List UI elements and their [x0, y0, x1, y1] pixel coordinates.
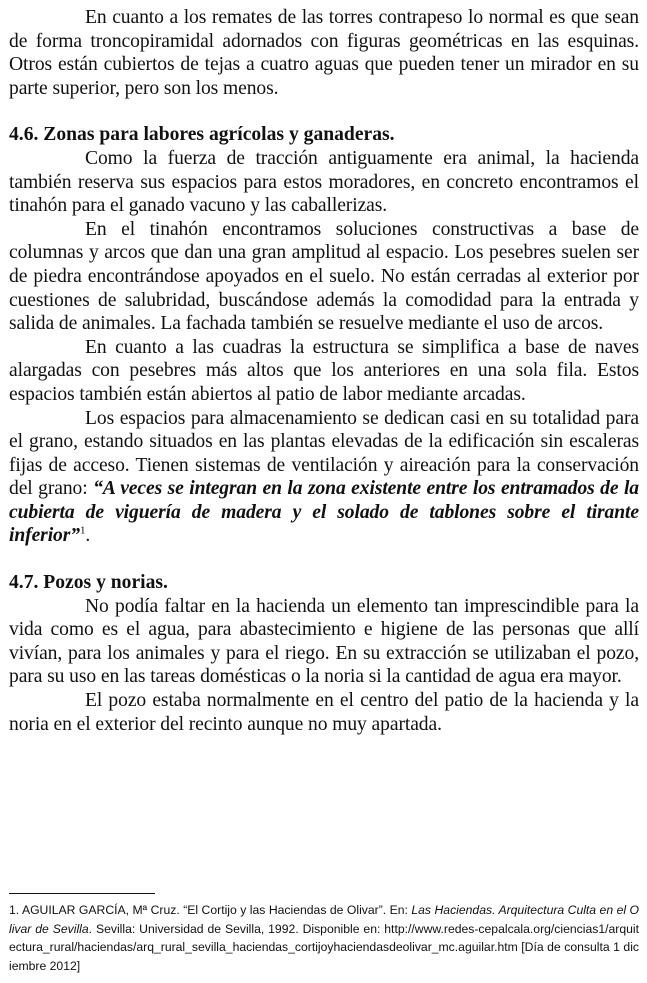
- footnote-lead: 1. AGUILAR GARCÍA, Mª Cruz. “El Cortijo y las Haciendas de Olivar”. En:: [9, 903, 412, 917]
- paragraph-stables: En cuanto a las cuadras la estructura se simplifica a base de naves alargadas con pesebres más altos que los anteriores en una sola fila. Estos espacios también están abiertos al patio de labor mediante arcadas.: [9, 336, 639, 405]
- footnote-divider: [9, 893, 155, 894]
- paragraph-traction: Como la fuerza de tracción antiguamente era animal, la hacienda también reserva sus espacios para estos moradores, en concreto encontramos el tinahón para el ganado vacuno y las caballerizas.: [9, 147, 639, 217]
- spacer: [9, 100, 639, 123]
- footnote: [9, 901, 639, 976]
- section-heading-4-7: 4.7. Pozos y norias.: [9, 572, 168, 594]
- footnote-ref[interactable]: 1: [79, 524, 86, 537]
- spacer: [9, 548, 639, 571]
- paragraph-water: No podía faltar en la hacienda un elemento tan imprescindible para la vida como es el agua, para abastecimiento e higiene de las personas que allí vivían, para los animales y para el riego. En su extracción se utilizaban el pozo, para su uso en las tareas domésticas o la noria si la cantidad de agua era mayor.: [9, 595, 639, 688]
- page-body: [9, 6, 639, 736]
- footnote-tail: . Sevilla: Universidad de Sevilla, 1992. Disponible en: http://www.redes-cepalcala.org/ciencias1/arquitectura_rural/haciendas/arq_rural_sevilla_haciendas_cortijoyhaciendasdeolivar_mc.aguilar.htm [Día de consulta 1 diciembre 2012]: [9, 921, 639, 974]
- storage-end: .: [85, 525, 91, 547]
- paragraph-storage: [9, 407, 639, 549]
- storage-text: Los espacios para almacenamiento se dedican casi en su totalidad para el grano, estando situados en las plantas elevadas de la edificación sin escaleras fijas de acceso. Tienen sistemas de ventilación y aireación para la conservación del grano:: [9, 407, 639, 500]
- paragraph-tinahon: En el tinahón encontramos soluciones constructivas a base de columnas y arcos que dan una gran amplitud al espacio. Los pesebres suelen ser de piedra encontrándose apoyados en el suelo. No están cerradas al exterior por cuestiones de salubridad, buscándose además la comodidad para la entrada y salida de animales. La fachada también se resuelve mediante el uso de arcos.: [9, 218, 639, 335]
- footnote-title: Las Haciendas. Arquitectura Culta en el Olivar de Sevilla: [9, 903, 639, 936]
- paragraph-well: El pozo estaba normalmente en el centro del patio de la hacienda y la noria en el exterior del recinto aunque no muy apartada.: [9, 690, 639, 735]
- section-heading-4-6: 4.6. Zonas para labores agrícolas y ganaderas.: [9, 124, 395, 146]
- paragraph-tower-finials: En cuanto a los remates de las torres contrapeso lo normal es que sean de forma troncopiramidal adornados con figuras geométricas en las esquinas. Otros están cubiertos de tejas a cuatro aguas que pueden tener un mirador en su parte superior, pero son los menos.: [9, 7, 639, 99]
- storage-quote: “A veces se integran en la zona existente entre los entramados de la cubierta de viguería de madera y el solado de tablones sobre el tirante inferior”: [9, 478, 639, 547]
